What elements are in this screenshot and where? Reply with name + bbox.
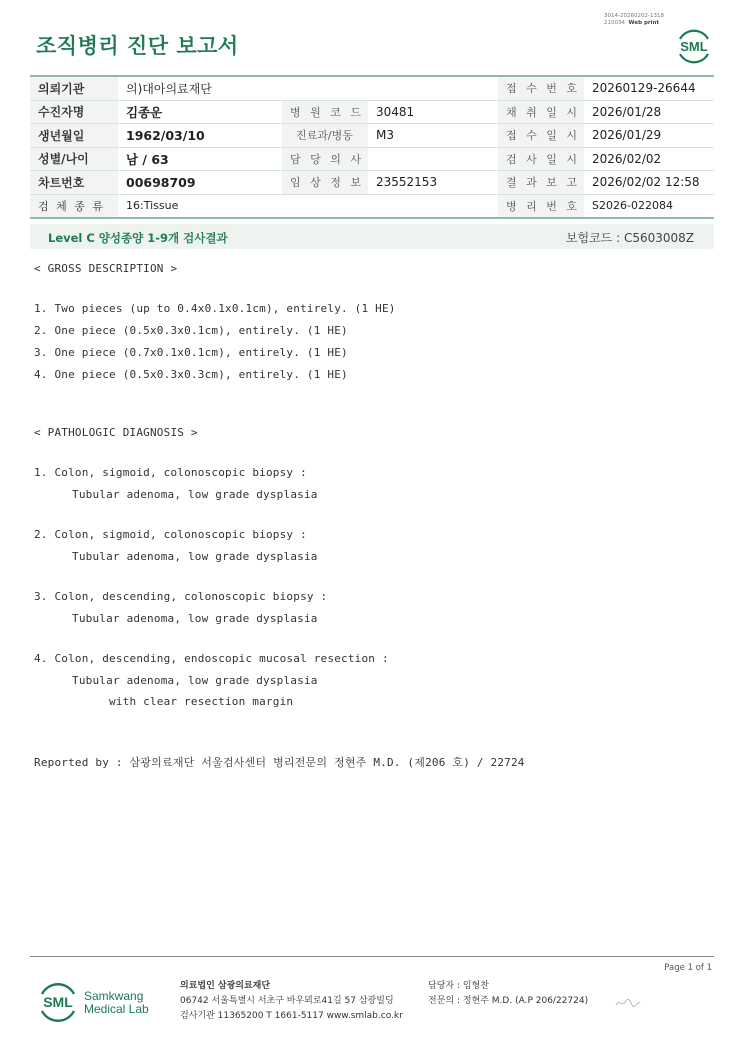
info-row	[30, 76, 714, 100]
label-receipt-date: 접 수 일 시	[498, 124, 584, 148]
value-requesting-institution: 의)대아의료재단	[118, 76, 498, 100]
value-clinical-info: 23552153	[368, 171, 498, 195]
level-title: Level C 양성종양 1-9개 검사결과	[48, 231, 228, 245]
label-chart-number: 차트번호	[30, 171, 118, 195]
value-hospital-code: 30481	[368, 100, 498, 124]
footer-divider	[30, 956, 714, 957]
web-print-label: Web print	[628, 20, 660, 26]
diagnosis-extra: with clear resection margin	[109, 695, 294, 708]
value-test-date: 2026/02/02	[584, 147, 714, 171]
label-hospital-code: 병 원 코 드	[282, 100, 368, 124]
sml-logo-icon	[674, 26, 714, 70]
label-accession-number: 접 수 번 호	[498, 76, 584, 100]
value-chart-number: 00698709	[118, 171, 282, 195]
reported-by: Reported by : 삼광의료재단 서울검사센터 병리전문의 정현주 M.D. (제206 호) / 22724	[34, 756, 525, 769]
web-print-code: 210034	[604, 20, 625, 26]
footer-brand-line2: Medical Lab	[84, 1002, 149, 1016]
label-collection-date: 채 취 일 시	[498, 100, 584, 124]
info-row	[30, 147, 714, 171]
diagnosis-site: 3. Colon, descending, colonoscopic biopsy :	[34, 590, 328, 603]
gross-item: 3. One piece (0.7x0.1x0.1cm), entirely. (1 HE)	[34, 346, 348, 359]
label-sex-age: 성별/나이	[30, 147, 118, 171]
footer-brand	[84, 990, 149, 1016]
info-row	[30, 194, 714, 218]
value-specimen-type: 16:Tissue	[118, 194, 498, 218]
footer-staff	[428, 979, 588, 1009]
diagnosis-site: 2. Colon, sigmoid, colonoscopic biopsy :	[34, 528, 307, 541]
manager-label: 담당자 :	[428, 981, 460, 991]
label-requesting-institution: 의뢰기관	[30, 76, 118, 100]
diagnosis-heading: < PATHOLOGIC DIAGNOSIS >	[34, 426, 198, 439]
footer-contact: 검사기관 11365200 T 1661-5117 www.smlab.co.kr	[180, 1011, 403, 1021]
value-patient-name: 김종운	[118, 100, 282, 124]
report-title: 조직병리 진단 보고서	[36, 34, 239, 58]
sml-logo-text: SML	[680, 39, 708, 54]
value-sex-age: 남 / 63	[118, 147, 282, 171]
label-department: 진료과/병동	[282, 124, 368, 148]
info-row	[30, 171, 714, 195]
gross-heading: < GROSS DESCRIPTION >	[34, 262, 178, 275]
sml-footer-logo-text: SML	[43, 994, 73, 1010]
label-test-date: 검 사 일 시	[498, 147, 584, 171]
value-collection-date: 2026/01/28	[584, 100, 714, 124]
sml-footer-logo	[36, 980, 80, 1028]
insurance-code: 보험코드 : C5603008Z	[565, 231, 694, 245]
diagnosis-result: Tubular adenoma, low grade dysplasia	[72, 488, 318, 501]
value-pathology-number: S2026-022084	[584, 194, 714, 218]
label-result-report: 결 과 보 고	[498, 171, 584, 195]
label-birth-date: 생년월일	[30, 124, 118, 148]
sml-footer-logo-icon	[36, 980, 80, 1024]
info-row	[30, 100, 714, 124]
value-birth-date: 1962/03/10	[118, 124, 282, 148]
gross-item: 1. Two pieces (up to 0.4x0.1x0.1cm), entirely. (1 HE)	[34, 302, 396, 315]
diagnosis-site: 4. Colon, descending, endoscopic mucosal resection :	[34, 652, 389, 665]
value-physician	[368, 147, 498, 171]
label-pathology-number: 병 리 번 호	[498, 194, 584, 218]
patient-info-table	[30, 75, 714, 219]
footer-org-name: 의료법인 삼광의료재단	[180, 981, 271, 991]
specialist-name: 정현주 M.D. (A.P 206/22724)	[462, 996, 589, 1006]
web-print-stamp	[604, 13, 664, 27]
label-patient-name: 수진자명	[30, 100, 118, 124]
page-number: Page 1 of 1	[664, 963, 712, 973]
diagnosis-result: Tubular adenoma, low grade dysplasia	[72, 550, 318, 563]
label-physician: 담 당 의 사	[282, 147, 368, 171]
value-accession-number: 20260129-26644	[584, 76, 714, 100]
specialist-label: 전문의 :	[428, 996, 460, 1006]
label-clinical-info: 임 상 정 보	[282, 171, 368, 195]
diagnosis-result: Tubular adenoma, low grade dysplasia	[72, 674, 318, 687]
diagnosis-result: Tubular adenoma, low grade dysplasia	[72, 612, 318, 625]
value-receipt-date: 2026/01/29	[584, 124, 714, 148]
footer-brand-line1: Samkwang	[84, 989, 144, 1003]
specialist-signature	[615, 997, 641, 1011]
gross-item: 2. One piece (0.5x0.3x0.1cm), entirely. (1 HE)	[34, 324, 348, 337]
diagnosis-site: 1. Colon, sigmoid, colonoscopic biopsy :	[34, 466, 307, 479]
value-result-report: 2026/02/02 12:58	[584, 171, 714, 195]
manager-name: 임형찬	[462, 981, 489, 991]
footer-address: 06742 서울특별시 서초구 바우뫼로41길 57 삼광빌딩	[180, 996, 394, 1006]
gross-item: 4. One piece (0.5x0.3x0.3cm), entirely. (1 HE)	[34, 368, 348, 381]
web-print-id: 3014-20260202-1318	[604, 13, 664, 19]
value-department: M3	[368, 124, 498, 148]
footer-org	[180, 979, 403, 1024]
label-specimen-type: 검 체 종 류	[30, 194, 118, 218]
info-row	[30, 124, 714, 148]
